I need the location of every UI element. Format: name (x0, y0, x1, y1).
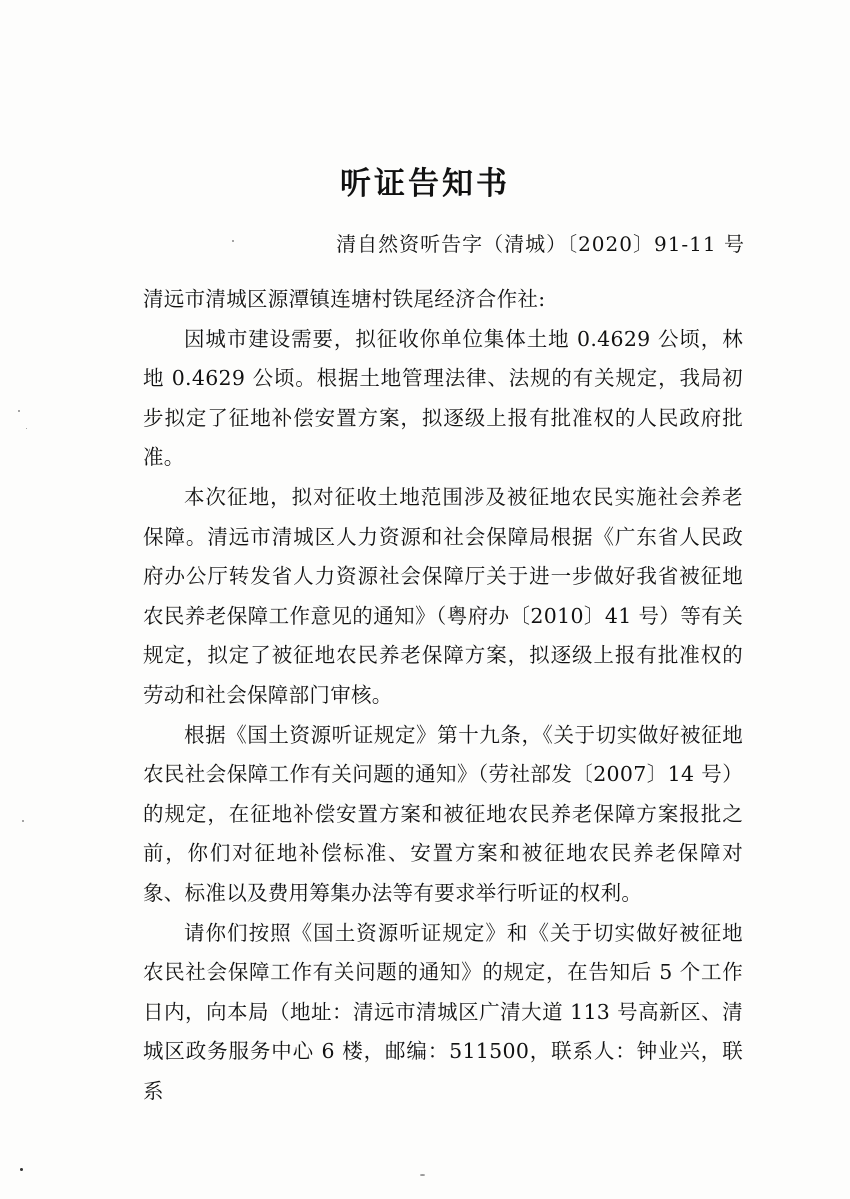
salutation: 清远市清城区源潭镇连塘村铁尾经济合作社: (143, 287, 546, 311)
document-title: 听证告知书 (340, 166, 510, 202)
document-body (143, 280, 743, 1111)
scan-speck (20, 1168, 23, 1171)
scan-speck (22, 820, 24, 822)
scan-speck (232, 240, 234, 242)
paragraph-1: 因城市建设需要，拟征收你单位集体土地 0.4629 公顷，林地 0.4629 公顷。根据土地管理法律、法规的有关规定，我局初步拟定了征地补偿安置方案，拟逐级上报有批准权的人民政府批准。 (143, 326, 743, 470)
paragraph-2: 本次征地，拟对征收土地范围涉及被征地农民实施社会养老保障。清远市清城区人力资源和社会保障局根据《广东省人民政府办公厅转发省人力资源社会保障厅关于进一步做好我省被征地农民养老保障工作意见的通知》（粤府办〔2010〕41 号）等有关规定，拟定了被征地农民养老保障方案，拟逐级上报有批准权的劳动和社会保障部门审核。 (143, 484, 743, 707)
document-number: 清自然资听告字（清城）〔2020〕91-11 号 (336, 232, 745, 256)
paragraph-4: 请你们按照《国土资源听证规定》和《关于切实做好被征地农民社会保障工作有关问题的通知》的规定，在告知后 5 个工作日内，向本局（地址：清远市清城区广清大道 113 号高新区、清城区政务服务中心 6 楼，邮编：511500，联系人：钟业兴，联系 (143, 920, 743, 1103)
scan-speck (18, 410, 20, 412)
scan-speck (420, 1174, 425, 1176)
paragraph-3: 根据《国土资源听证规定》第十九条，《关于切实做好被征地农民社会保障工作有关问题的通知》（劳社部发〔2007〕14 号）的规定，在征地补偿安置方案和被征地农民养老保障方案报批之前，你们对征地补偿标准、安置方案和被征地农民养老保障对象、标准以及费用筹集办法等有要求举行听证的权利。 (143, 722, 743, 905)
scan-speck (26, 428, 27, 429)
